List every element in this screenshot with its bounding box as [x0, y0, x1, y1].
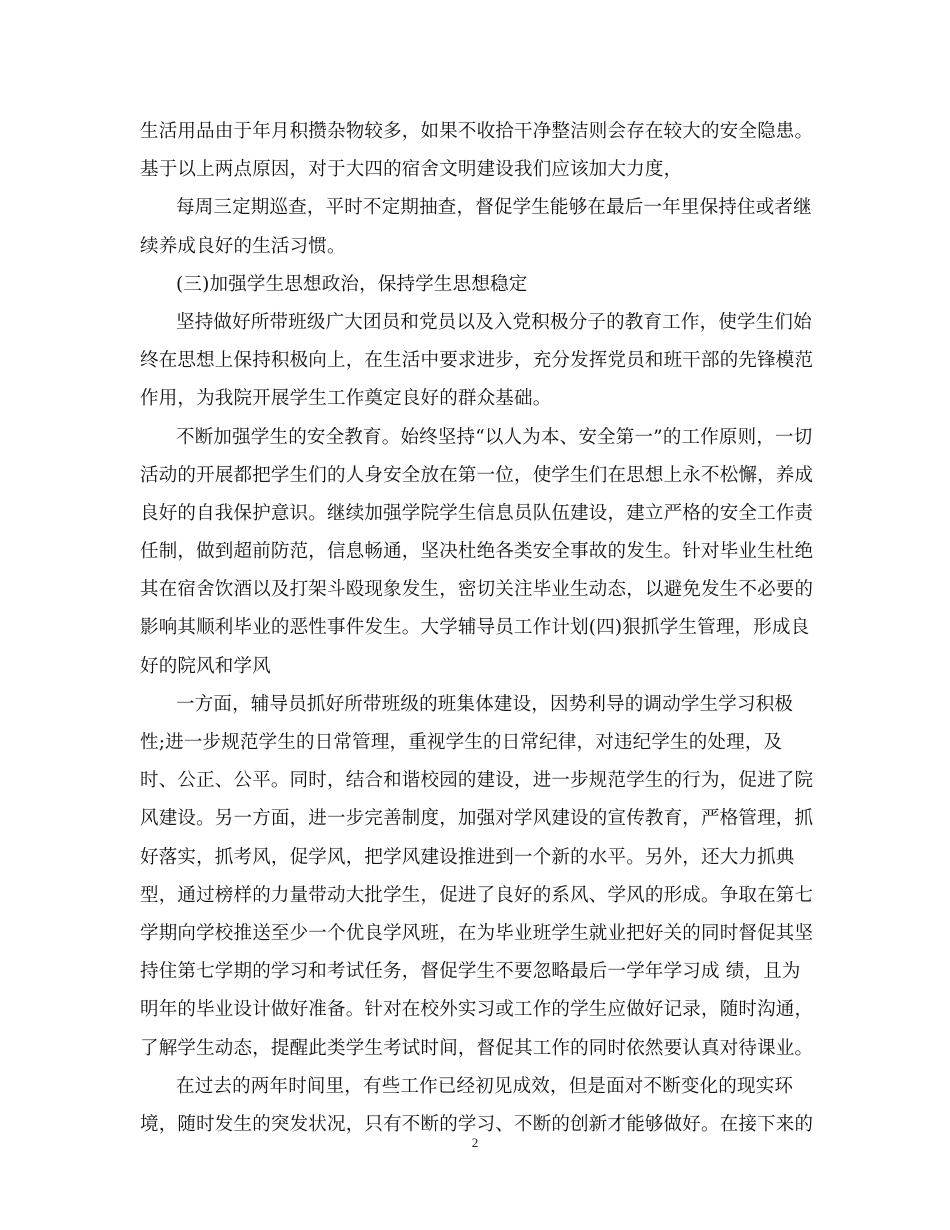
text-line: 性;进一步规范学生的日常管理，重视学生的日常纪律，对违纪学生的处理，及	[140, 732, 783, 753]
text-line: 了解学生动态，提醒此类学生考试时间，督促其工作的同时依然要认真对待课业。	[140, 1037, 814, 1059]
text-line: 好的院风和学风	[140, 655, 271, 677]
text-line: 风建设。另一方面，进一步完善制度，加强对学风建设的宣传教育，严格管理，抓	[140, 808, 814, 830]
text-line: 境，随时发生的突发状况，只有不断的学习、不断的创新才能够做好。在接下来的	[140, 1113, 814, 1135]
text-line: 基于以上两点原因，对于大四的宿舍文明建设我们应该加大力度，	[140, 159, 683, 181]
text-line: 持住第七学期的学习和考试任务，督促学生不要忽略最后一学年学习成 绩，且为	[140, 961, 801, 983]
paragraph-start-line: 一方面，辅导员抓好所带班级的班集体建设，因势利导的调动学生学习积极	[176, 693, 794, 715]
text-line: 影响其顺利毕业的恶性事件发生。大学辅导员工作计划(四)狠抓学生管理，形成良	[140, 617, 810, 639]
paragraph-start-line: 坚持做好所带班级广大团员和党员以及入党积极分子的教育工作，使学生们始	[176, 311, 812, 333]
text-line: 学期向学校推送至少一个优良学风班，在为毕业班学生就业把好关的同时督促其坚	[140, 922, 814, 944]
text-line: 好落实，抓考风，促学风，把学风建设推进到一个新的水平。另外，还大力抓典	[140, 846, 795, 868]
paragraph-start-line: 每周三定期巡查，平时不定期抽查，督促学生能够在最后一年里保持住或者继	[176, 197, 812, 219]
text-line: 续养成良好的生活习惯。	[140, 235, 346, 257]
text-line: 生活用品由于年月积攒杂物较多，如果不收拾干净整洁则会存在较大的安全隐患。	[140, 121, 814, 142]
text-line: 型，通过榜样的力量带动大批学生，促进了良好的系风、学风的形成。争取在第七	[140, 884, 814, 906]
text-line: 明年的毕业设计做好准备。针对在校外实习或工作的学生应做好记录，随时沟通，	[140, 999, 814, 1021]
section-heading: (三)加强学生思想政治，保持学生思想稳定	[176, 273, 528, 295]
paragraph-start-line: 不断加强学生的安全教育。始终坚持“以人为本、安全第一”的工作原则，一切	[176, 426, 813, 448]
text-line: 任制，做到超前防范，信息畅通，坚决杜绝各类安全事故的发生。针对毕业生杜绝	[140, 541, 814, 563]
text-line: 时、公正、公平。同时，结合和谐校园的建设，进一步规范学生的行为，促进了院	[140, 770, 814, 792]
paragraph-start-line: 在过去的两年时间里，有些工作已经初见成效，但是面对不断变化的现实环	[176, 1075, 794, 1097]
document-body	[140, 113, 815, 1144]
text-line: 活动的开展都把学生们的人身安全放在第一位，使学生们在思想上永不松懈，养成	[140, 464, 814, 486]
text-line: 良好的自我保护意识。继续加强学院学生信息员队伍建设，建立严格的安全工作责	[140, 502, 814, 524]
text-line: 终在思想上保持积极向上，在生活中要求进步，充分发挥党员和班干部的先锋模范	[140, 350, 814, 372]
page-number: 2	[471, 1135, 479, 1150]
text-line: 其在宿舍饮酒以及打架斗殴现象发生，密切关注毕业生动态，以避免发生不必要的	[140, 579, 814, 601]
text-line: 作用，为我院开展学生工作奠定良好的群众基础。	[140, 388, 552, 410]
